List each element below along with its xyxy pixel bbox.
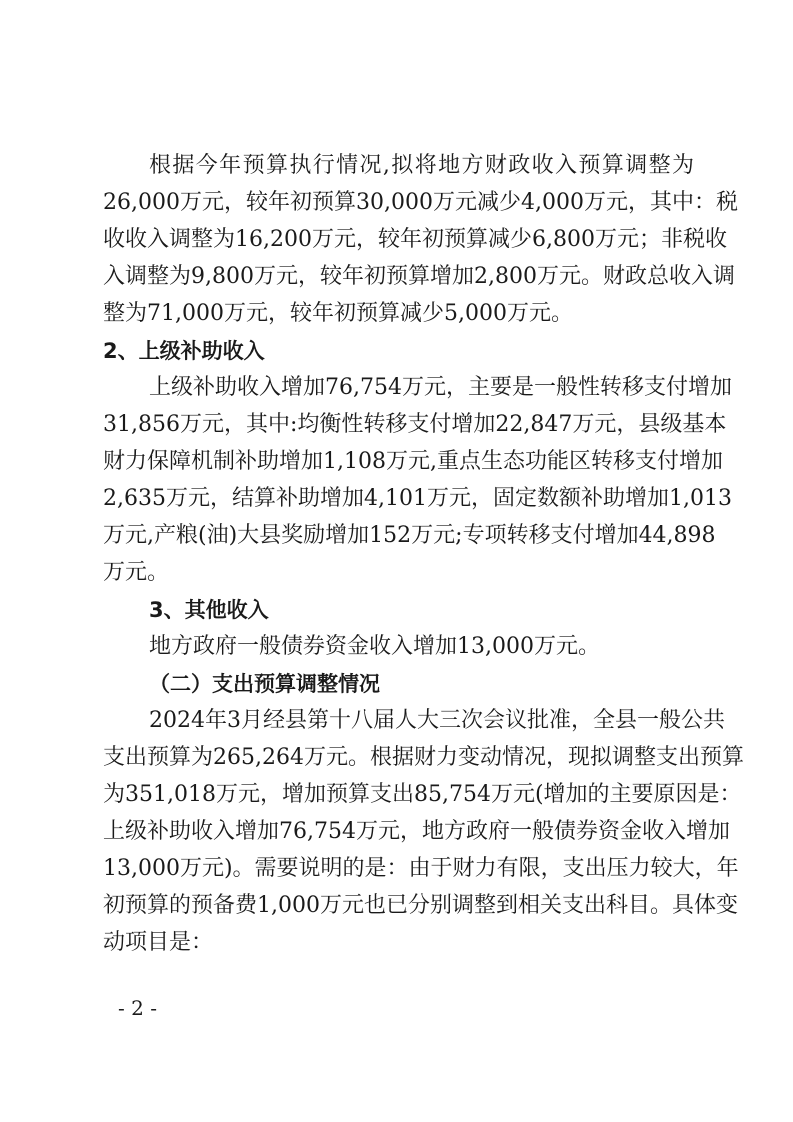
paragraph-line: 13,000万元)。需要说明的是：由于财力有限，支出压力较大，年 <box>103 856 739 881</box>
paragraph-line: 2,635万元，结算补助增加4,101万元，固定数额补助增加1,013 <box>103 486 732 511</box>
page-number: - 2 - <box>118 996 157 1020</box>
paragraph-line: 地方政府一般债券资金收入增加13,000万元。 <box>149 634 600 659</box>
paragraph-line: 26,000万元，较年初预算30,000万元减少4,000万元，其中：税 <box>103 190 738 215</box>
paragraph-line: 为351,018万元，增加预算支出85,754万元(增加的主要原因是： <box>103 782 742 807</box>
paragraph-line: 上级补助收入增加76,754万元，地方政府一般债券资金收入增加 <box>103 819 730 844</box>
paragraph-line: 万元,产粮(油)大县奖励增加152万元;专项转移支付增加44,898 <box>103 523 716 548</box>
paragraph-line: 整为71,000万元，较年初预算减少5,000万元。 <box>103 301 573 326</box>
paragraph-line: 31,856万元，其中:均衡性转移支付增加22,847万元，县级基本 <box>103 412 727 437</box>
section-heading: 3、其他收入 <box>149 598 269 622</box>
paragraph-line: 初预算的预备费1,000万元也已分别调整到相关支出科目。具体变 <box>103 893 738 918</box>
paragraph-line: 2024年3月经县第十八届人大三次会议批准，全县一般公共 <box>149 708 725 733</box>
paragraph-line: 入调整为9,800万元，较年初预算增加2,800万元。财政总收入调 <box>103 264 735 289</box>
section-heading: 2、上级补助收入 <box>103 339 265 363</box>
paragraph-line: 支出预算为265,264万元。根据财力变动情况，现拟调整支出预算 <box>103 745 744 770</box>
paragraph-line: 万元。 <box>103 560 170 585</box>
paragraph-line: 动项目是： <box>103 930 214 955</box>
section-heading: （二）支出预算调整情况 <box>149 672 380 696</box>
paragraph-line: 上级补助收入增加76,754万元，主要是一般性转移支付增加 <box>149 375 732 400</box>
paragraph-line: 根据今年预算执行情况,拟将地方财政收入预算调整为 <box>149 153 694 178</box>
paragraph-line: 收收入调整为16,200万元，较年初预算减少6,800万元；非税收 <box>103 227 727 252</box>
paragraph-line: 财力保障机制补助增加1,108万元,重点生态功能区转移支付增加 <box>103 449 723 474</box>
